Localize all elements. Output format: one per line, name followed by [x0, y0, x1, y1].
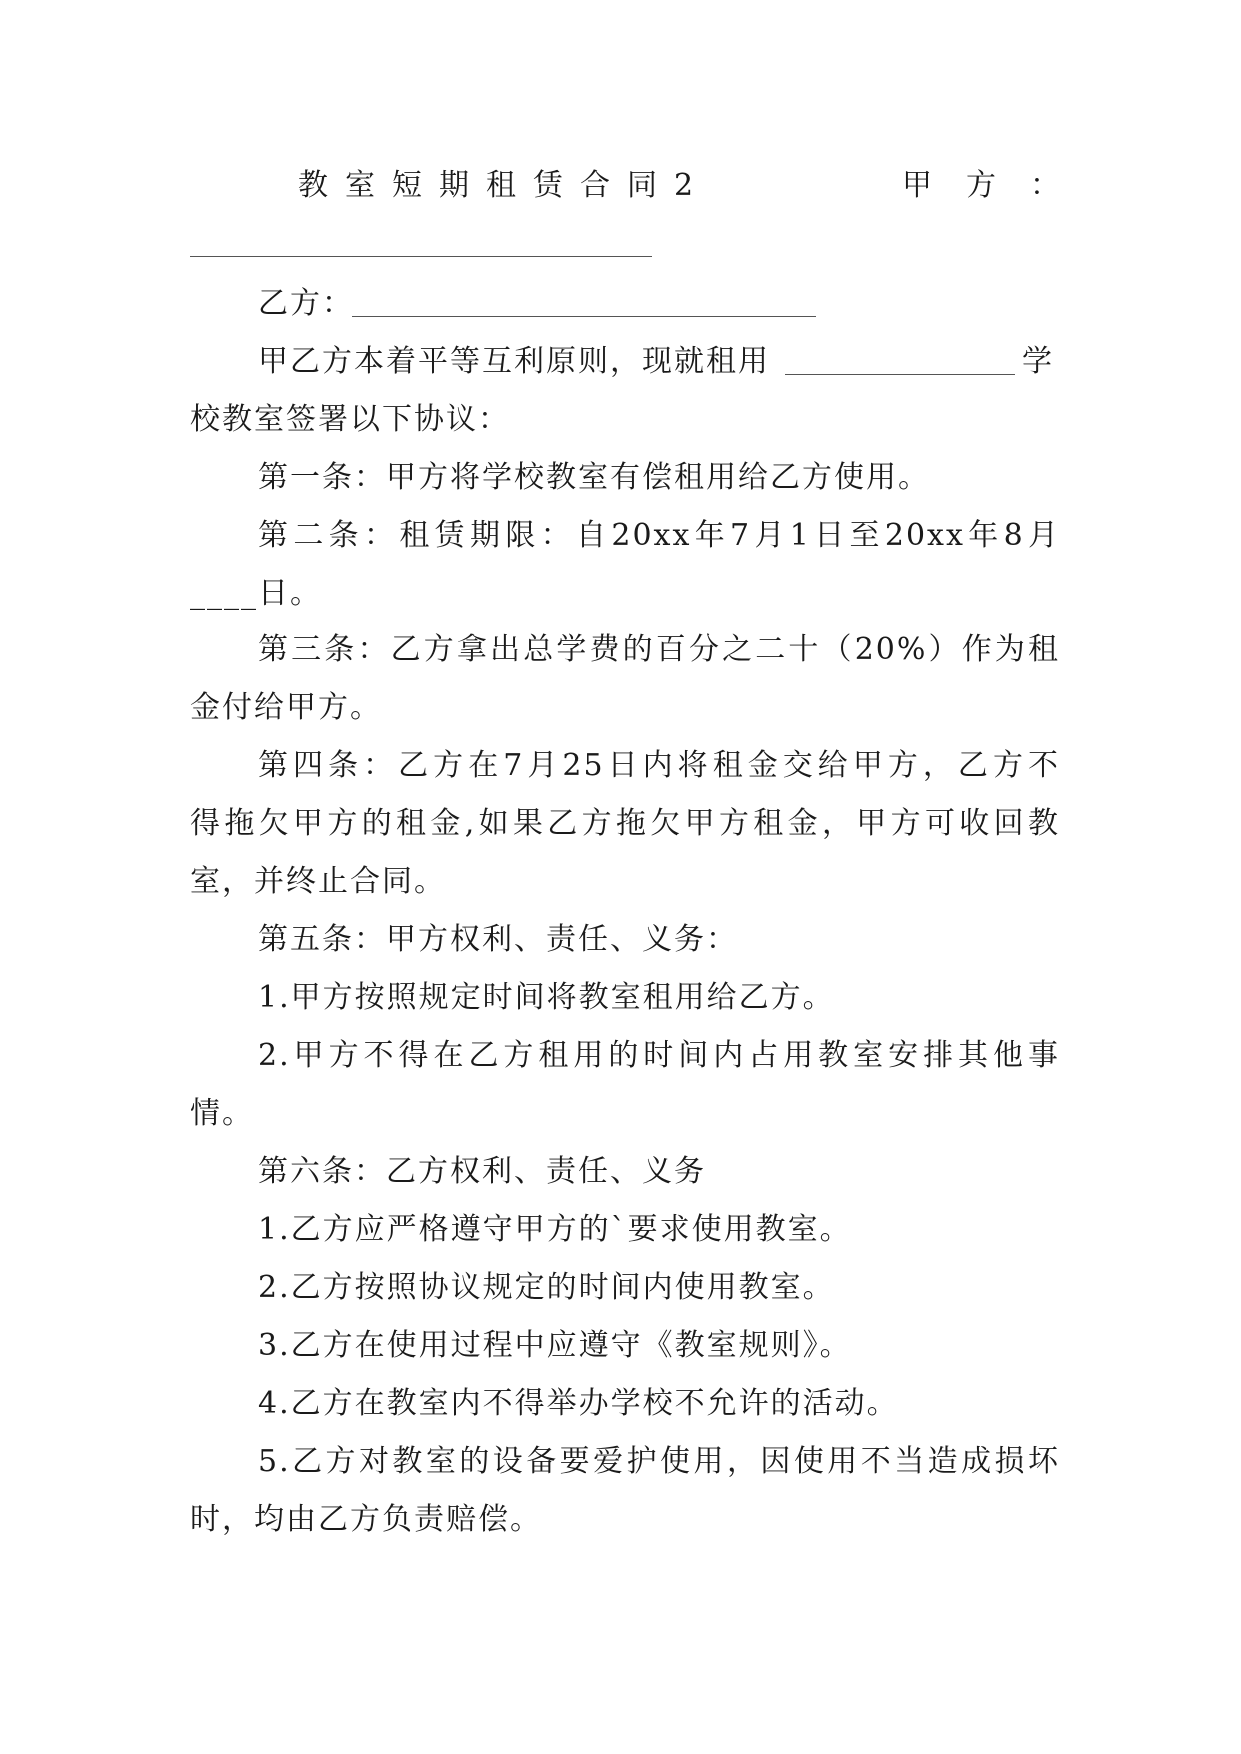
article-5-item-2-line-1: 2.甲方不得在乙方租用的时间内占用教室安排其他事	[258, 1038, 1060, 1073]
article-5-title: 第五条：甲方权利、责任、义务：	[258, 922, 738, 957]
party-a-blank-line	[190, 256, 652, 257]
intro-line-2: 校教室签署以下协议：	[190, 402, 510, 437]
article-6-item-5-line-2: 时，均由乙方负责赔偿。	[190, 1502, 542, 1537]
article-6-item-1: 1.乙方应严格遵守甲方的`要求使用教室。	[258, 1212, 852, 1247]
article-4-line-2: 得拖欠甲方的租金,如果乙方拖欠甲方租金，甲方可收回教	[190, 806, 1060, 841]
party-b-blank-line	[352, 316, 816, 317]
article-3-line-2: 金付给甲方。	[190, 690, 382, 725]
article-5-item-1: 1.甲方按照规定时间将教室租用给乙方。	[258, 980, 835, 1015]
article-2-line-2: ____日。	[190, 576, 322, 611]
article-4-line-3: 室，并终止合同。	[190, 864, 446, 899]
article-6-item-5-line-1: 5.乙方对教室的设备要爱护使用，因使用不当造成损坏	[258, 1444, 1060, 1479]
article-1: 第一条：甲方将学校教室有偿租用给乙方使用。	[258, 460, 930, 495]
article-6-item-4: 4.乙方在教室内不得举办学校不允许的活动。	[258, 1386, 899, 1421]
article-4-line-1: 第四条：乙方在7月25日内将租金交给甲方，乙方不	[258, 748, 1060, 783]
article-6-title: 第六条：乙方权利、责任、义务	[258, 1154, 706, 1189]
article-5-item-2-line-2: 情。	[190, 1096, 254, 1131]
article-2-line-1: 第二条：租赁期限：自20xx年7月1日至20xx年8月	[258, 518, 1060, 553]
intro-text: 甲乙方本着平等互利原则，现就租用	[258, 344, 770, 379]
intro-line-1-end: 学	[1022, 344, 1054, 379]
article-6-item-2: 2.乙方按照协议规定的时间内使用教室。	[258, 1270, 835, 1305]
title-line	[298, 168, 1094, 204]
article-3-line-1: 第三条：乙方拿出总学费的百分之二十（20%）作为租	[258, 632, 1060, 667]
article-6-item-3: 3.乙方在使用过程中应遵守《教室规则》。	[258, 1328, 852, 1363]
school-blank-line	[785, 374, 1015, 375]
party-a-label: 甲方：	[902, 168, 1094, 203]
party-b-label: 乙方：	[258, 286, 354, 321]
document-title: 教室短期租赁合同2	[298, 168, 711, 203]
